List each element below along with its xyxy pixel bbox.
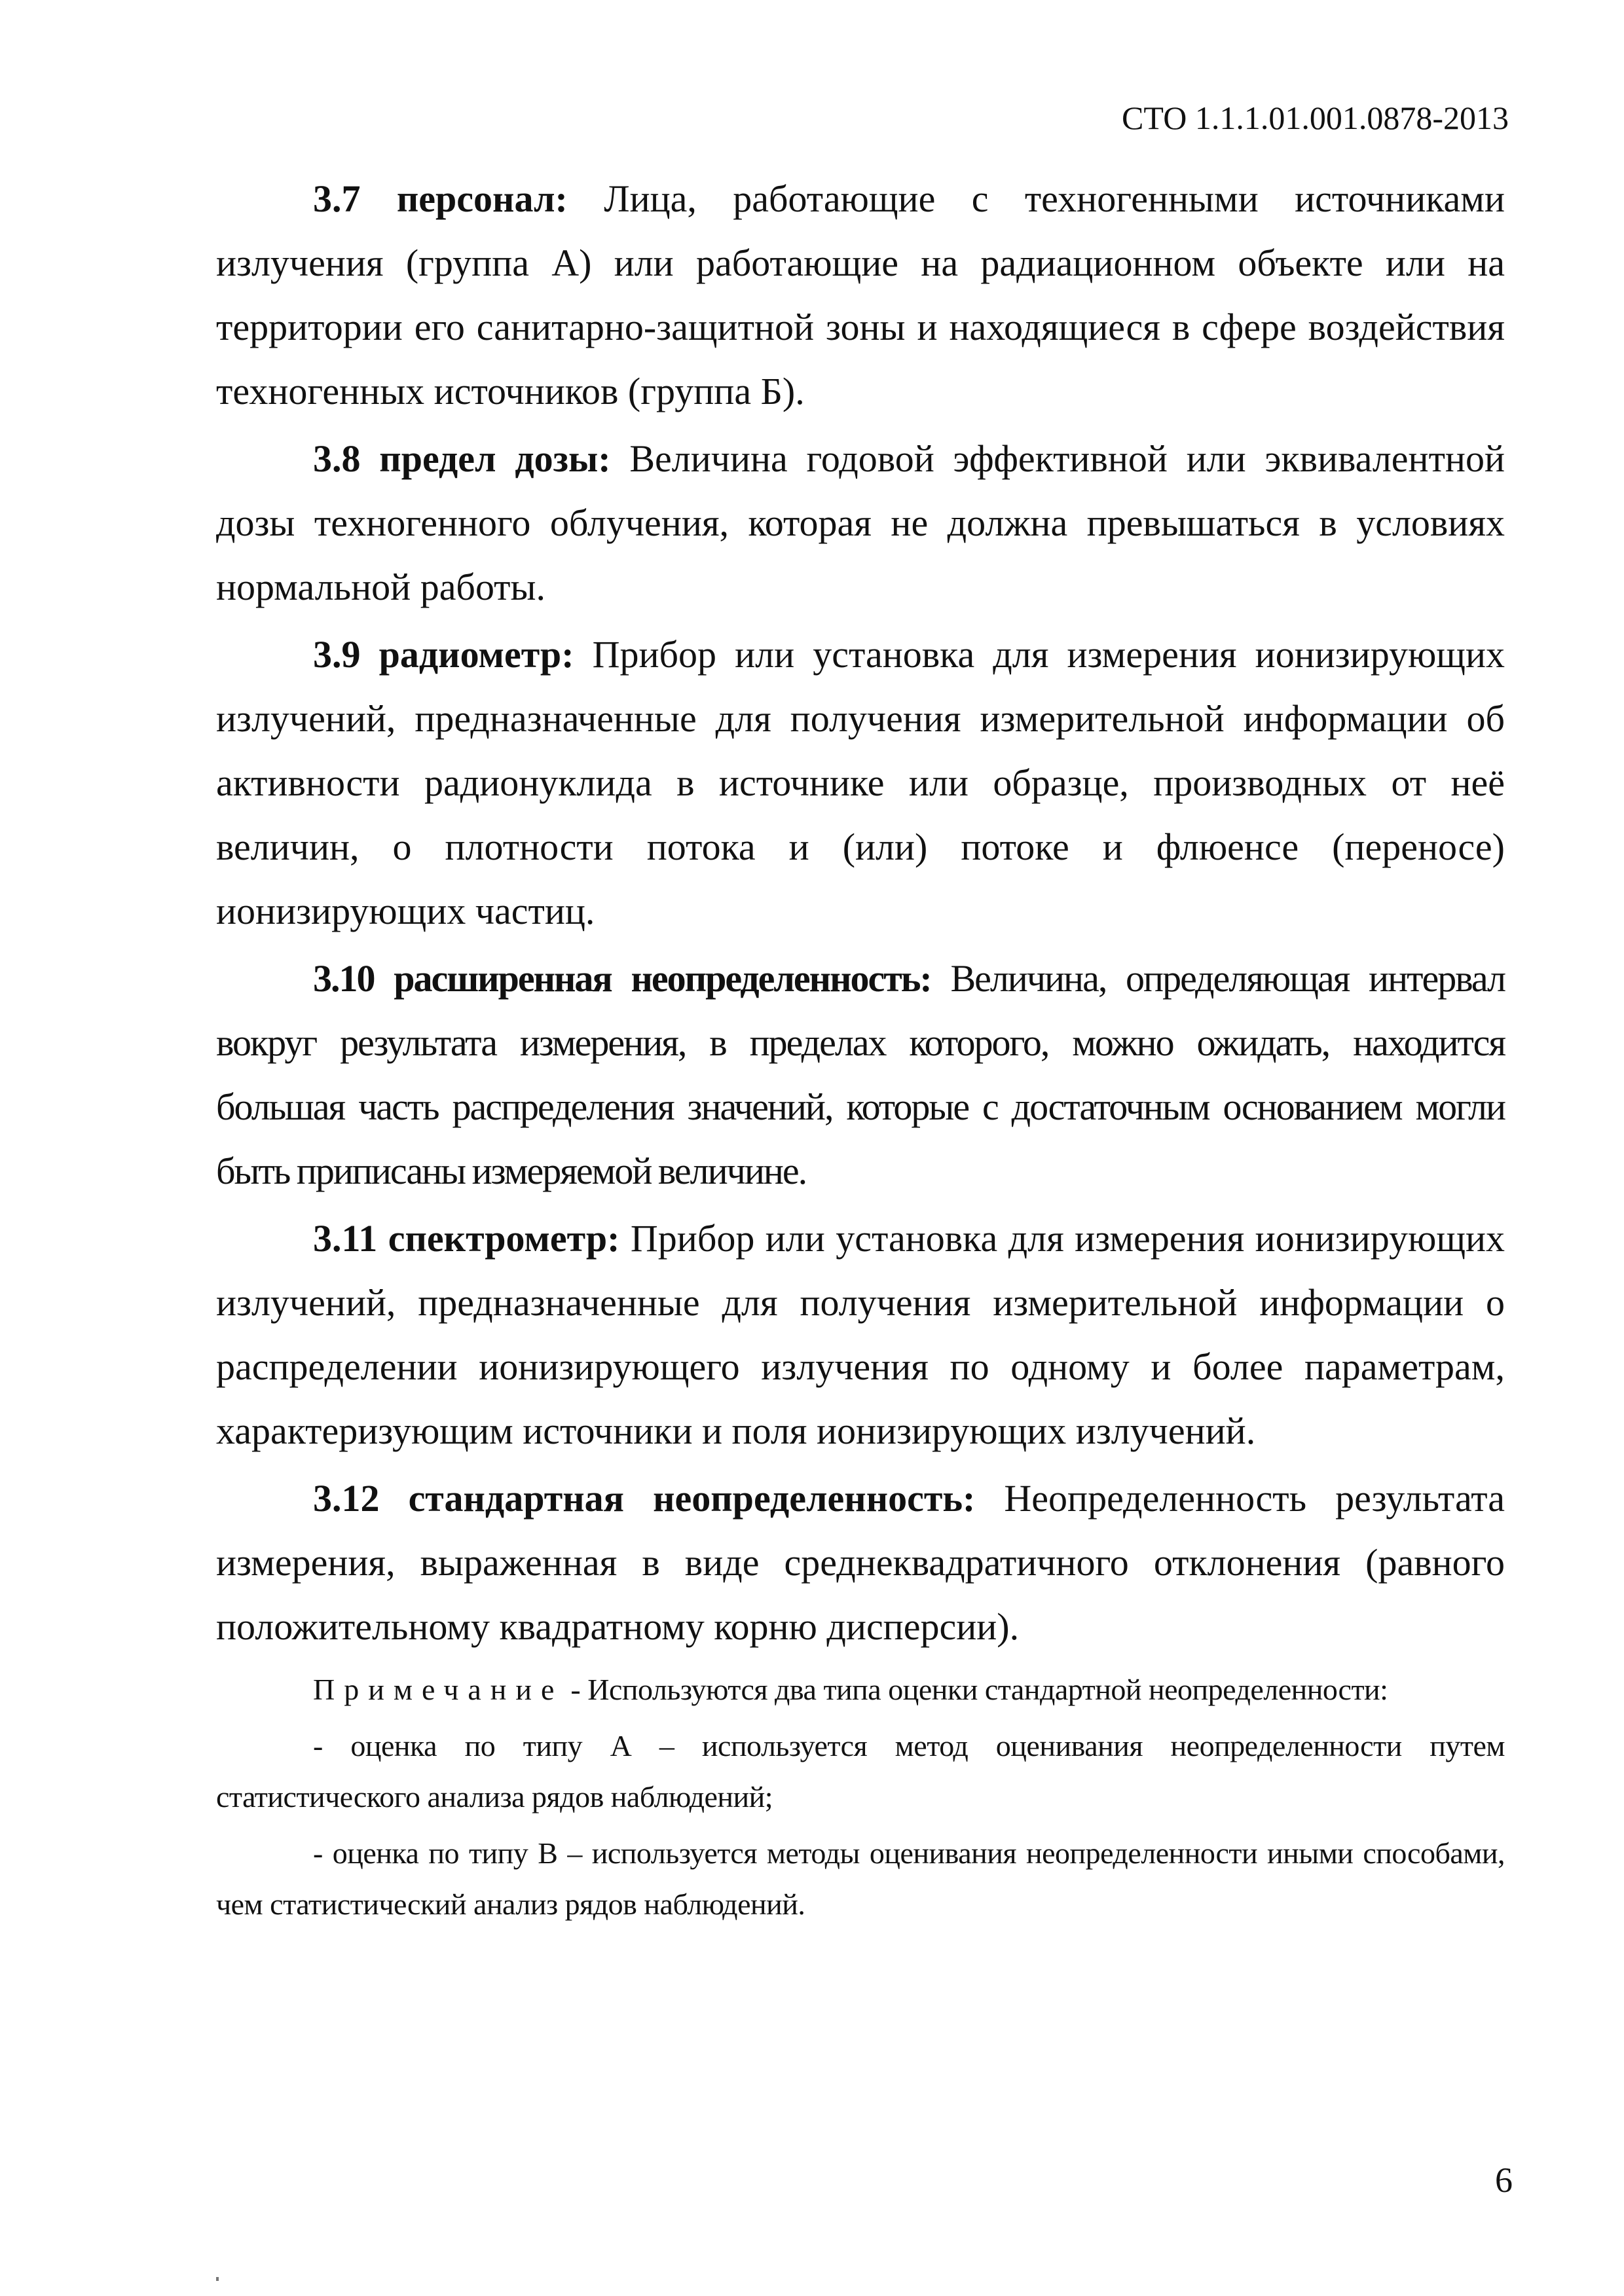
term-number: 3.11	[313, 1217, 378, 1260]
note-item: - оценка по типу В – используется методы оценивания неопределенности иными способами, чем статистический анализ рядов наблюдений.	[216, 1836, 1505, 1921]
scan-artifact	[216, 2277, 219, 2281]
term-name: предел дозы:	[379, 437, 611, 480]
term-number: 3.12	[313, 1477, 380, 1520]
note-label: Примечание	[313, 1673, 564, 1706]
term-definition: Лица, работающие с техногенными источниками излучения (группа А) или работающие на радиационном объекте или на территории его санитарно-защитной зоны и находящиеся в сфере воздействия техногенных источников (группа Б).	[216, 177, 1505, 412]
term-definition: Величина, определяющая интервал вокруг результата измерения, в пределах которого, можно ожидать, находится большая часть распределения значений, которые с достаточным основанием могли быть приписаны измеряемой величине.	[216, 957, 1505, 1192]
note-item: - оценка по типу А – используется метод оценивания неопределенности путем статистического анализа рядов наблюдений;	[216, 1729, 1505, 1813]
term-definition: Прибор или установка для измерения ионизирующих излучений, предназначенные для получения измерительной информации о распределении ионизирующего излучения по одному и более параметрам, характеризующим источники и поля ионизирующих излучений.	[216, 1217, 1505, 1452]
term-3-10	[216, 947, 1505, 1203]
term-name: спектрометр:	[388, 1217, 620, 1260]
terms-section	[216, 167, 1505, 1930]
term-name: персонал:	[396, 177, 568, 220]
term-number: 3.9	[313, 633, 361, 676]
document-code: СТО 1.1.1.01.001.0878-2013	[1122, 100, 1509, 136]
note-intro	[216, 1664, 1505, 1715]
term-3-11	[216, 1207, 1505, 1463]
term-number: 3.7	[313, 177, 361, 220]
page-number: 6	[1495, 2160, 1513, 2200]
term-name: стандартная неопределенность:	[408, 1477, 976, 1520]
term-number: 3.8	[313, 437, 361, 480]
term-definition: Прибор или установка для измерения ионизирующих излучений, предназначенные для получения измерительной информации об активности радионуклида в источнике или образце, производных от неё величин, о плотности потока и (или) потоке и флюенсе (переносе) ионизирующих частиц.	[216, 633, 1505, 932]
term-3-8	[216, 427, 1505, 619]
term-3-7	[216, 167, 1505, 424]
term-3-12	[216, 1467, 1505, 1659]
note-intro-text: - Используются два типа оценки стандартной неопределенности:	[570, 1673, 1388, 1706]
term-name: расширенная неопределенность:	[394, 957, 931, 1000]
term-definition: Неопределенность результата измерения, выраженная в виде среднеквадратичного отклонения (равного положительному квадратному корню дисперсии).	[216, 1477, 1505, 1648]
term-name: радиометр:	[378, 633, 574, 676]
term-number: 3.10	[313, 957, 375, 1000]
term-3-9	[216, 623, 1505, 943]
term-definition: Величина годовой эффективной или эквивалентной дозы техногенного облучения, которая не должна превышаться в условиях нормальной работы.	[216, 437, 1505, 608]
